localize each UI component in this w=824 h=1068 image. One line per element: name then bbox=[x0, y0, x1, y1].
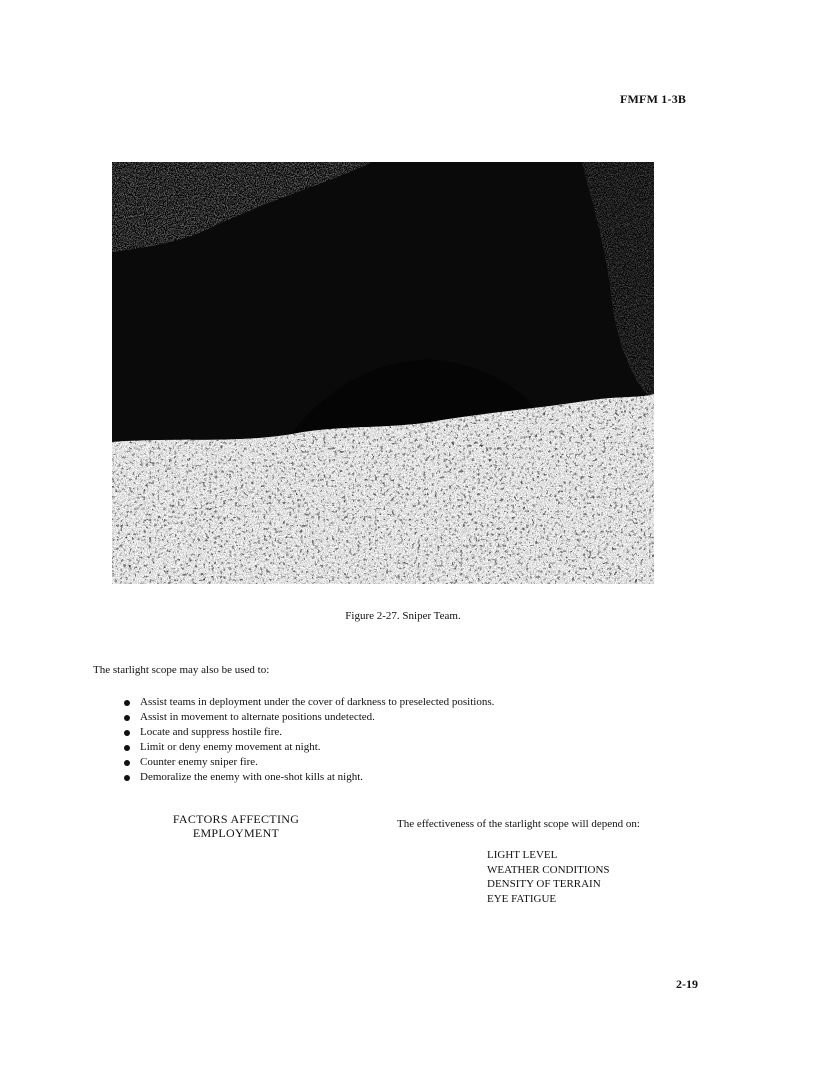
intro-text: The starlight scope may also be used to: bbox=[93, 664, 270, 676]
bullet-icon bbox=[124, 760, 130, 766]
page-number: 2-19 bbox=[676, 977, 698, 991]
list-item bbox=[124, 695, 494, 710]
figure-caption: Figure 2-27. Sniper Team. bbox=[345, 610, 461, 622]
list-item-text: Locate and suppress hostile fire. bbox=[140, 726, 283, 738]
list-item-text: Demoralize the enemy with one-shot kills at night. bbox=[140, 771, 364, 783]
section-heading bbox=[160, 812, 312, 840]
bullet-icon bbox=[124, 745, 130, 751]
uses-list bbox=[124, 695, 494, 785]
sniper-team-photo bbox=[112, 162, 654, 584]
factors-list bbox=[487, 848, 610, 906]
factor-item: DENSITY OF TERRAIN bbox=[487, 878, 601, 890]
section-heading-line: EMPLOYMENT bbox=[192, 826, 280, 840]
list-item bbox=[124, 740, 494, 755]
document-id: FMFM 1-3B bbox=[620, 92, 687, 106]
factor-item: EYE FATIGUE bbox=[487, 892, 557, 905]
bullet-icon bbox=[124, 775, 130, 781]
list-item-text: Assist teams in deployment under the cover of darkness to preselected positions. bbox=[140, 696, 495, 708]
list-item bbox=[124, 770, 494, 785]
effectiveness-text: The effectiveness of the starlight scope will depend on: bbox=[397, 818, 640, 830]
section-heading-line: FACTORS AFFECTING bbox=[172, 812, 300, 826]
list-item-text: Assist in movement to alternate positions undetected. bbox=[140, 711, 375, 723]
bullet-icon bbox=[124, 700, 130, 706]
list-item bbox=[124, 710, 494, 725]
list-item bbox=[124, 725, 494, 740]
bullet-icon bbox=[124, 730, 130, 736]
list-item-text: Counter enemy sniper fire. bbox=[140, 756, 258, 768]
factor-item: LIGHT LEVEL bbox=[487, 849, 558, 861]
factor-item: WEATHER CONDITIONS bbox=[487, 863, 610, 876]
list-item-text: Limit or deny enemy movement at night. bbox=[140, 741, 321, 753]
list-item bbox=[124, 755, 494, 770]
bullet-icon bbox=[124, 715, 130, 721]
